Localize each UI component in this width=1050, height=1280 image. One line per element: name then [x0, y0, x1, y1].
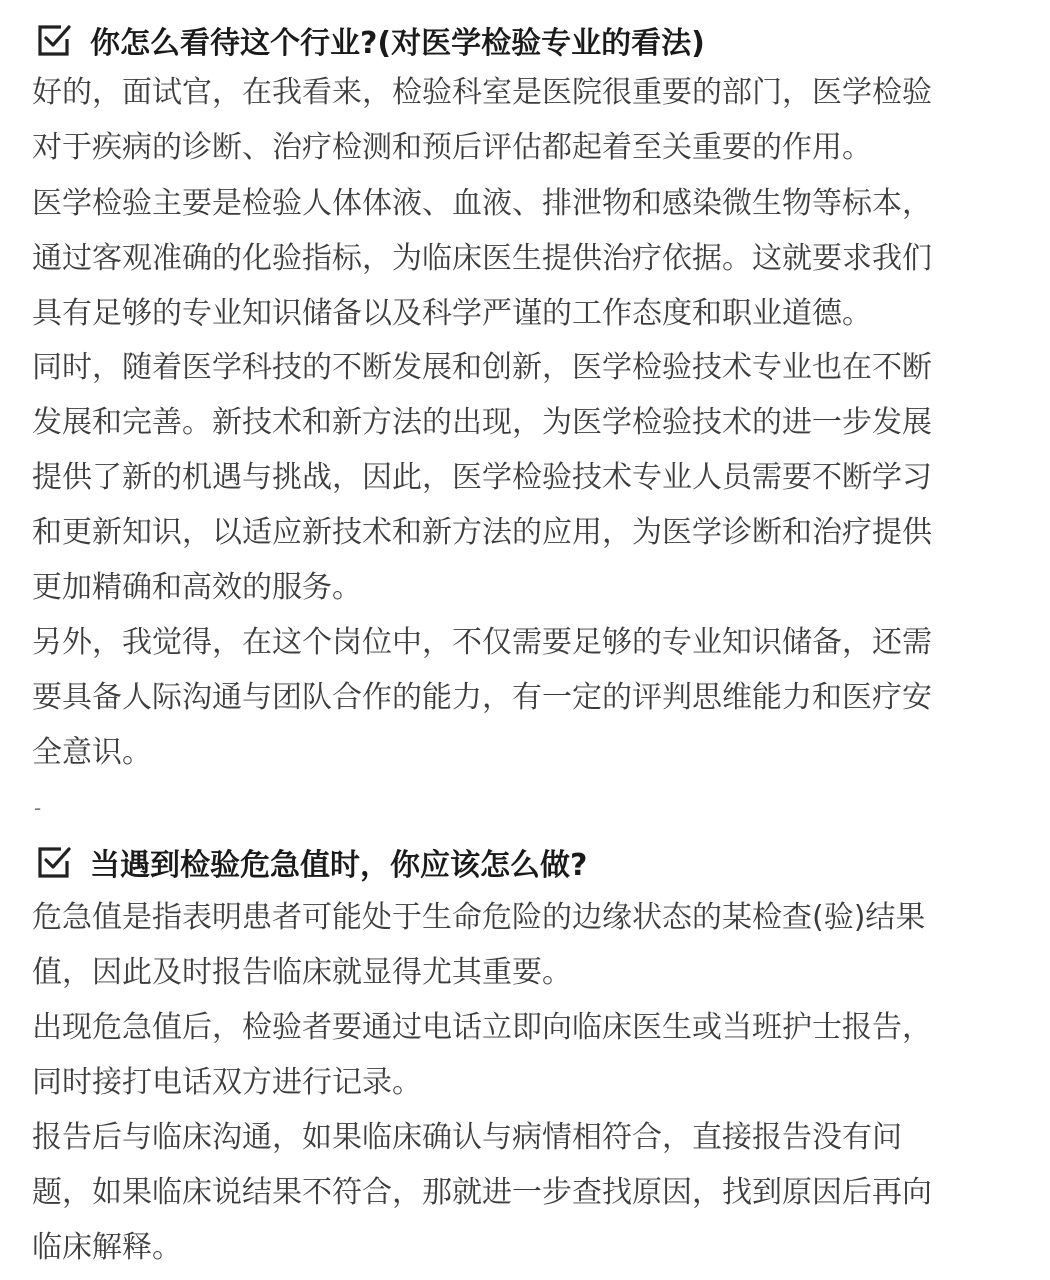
- section-1-heading: [36, 18, 705, 62]
- section-1-line-8: 提供了新的机遇与挑战，因此，医学检验技术专业人员需要不断学习: [32, 460, 932, 495]
- section-2-title: 当遇到检验危急值时，你应该怎么做?: [90, 848, 588, 883]
- section-1-line-2: 对于疾病的诊断、治疗检测和预后评估都起着至关重要的作用。: [32, 130, 872, 165]
- section-2-heading: [36, 840, 587, 884]
- checked-box-icon: [36, 22, 72, 58]
- section-2-line-2: 值，因此及时报告临床就显得尤其重要。: [32, 955, 572, 990]
- section-separator: -: [34, 796, 42, 820]
- section-2-line-7: 临床解释。: [32, 1230, 182, 1265]
- section-1-line-12: 要具备人际沟通与团队合作的能力，有一定的评判思维能力和医疗安: [32, 680, 932, 715]
- section-1-line-13: 全意识。: [32, 735, 152, 770]
- checked-box-icon: [36, 844, 72, 880]
- section-1-line-10: 更加精确和高效的服务。: [32, 570, 362, 605]
- section-2-line-6: 题，如果临床说结果不符合，那就进一步查找原因，找到原因后再向: [32, 1175, 932, 1210]
- section-1-line-5: 具有足够的专业知识储备以及科学严谨的工作态度和职业道德。: [32, 296, 872, 331]
- section-1-line-11: 另外，我觉得，在这个岗位中，不仅需要足够的专业知识储备，还需: [32, 625, 932, 660]
- section-2-line-1: 危急值是指表明患者可能处于生命危险的边缘状态的某检查(验)结果: [32, 900, 926, 935]
- section-2-line-4: 同时接打电话双方进行记录。: [32, 1065, 422, 1100]
- section-1-line-7: 发展和完善。新技术和新方法的出现，为医学检验技术的进一步发展: [32, 405, 932, 440]
- section-1-title: 你怎么看待这个行业?(对医学检验专业的看法): [90, 26, 705, 61]
- section-1-line-3: 医学检验主要是检验人体体液、血液、排泄物和感染微生物等标本，: [32, 186, 932, 221]
- section-2-line-5: 报告后与临床沟通，如果临床确认与病情相符合，直接报告没有问: [32, 1120, 902, 1155]
- section-1-line-6: 同时，随着医学科技的不断发展和创新，医学检验技术专业也在不断: [32, 350, 932, 385]
- section-1-line-9: 和更新知识，以适应新技术和新方法的应用，为医学诊断和治疗提供: [32, 515, 932, 550]
- section-2-line-3: 出现危急值后，检验者要通过电话立即向临床医生或当班护士报告，: [32, 1010, 932, 1045]
- section-1-line-1: 好的，面试官，在我看来，检验科室是医院很重要的部门，医学检验: [32, 75, 932, 110]
- section-1-line-4: 通过客观准确的化验指标，为临床医生提供治疗依据。这就要求我们: [32, 241, 932, 276]
